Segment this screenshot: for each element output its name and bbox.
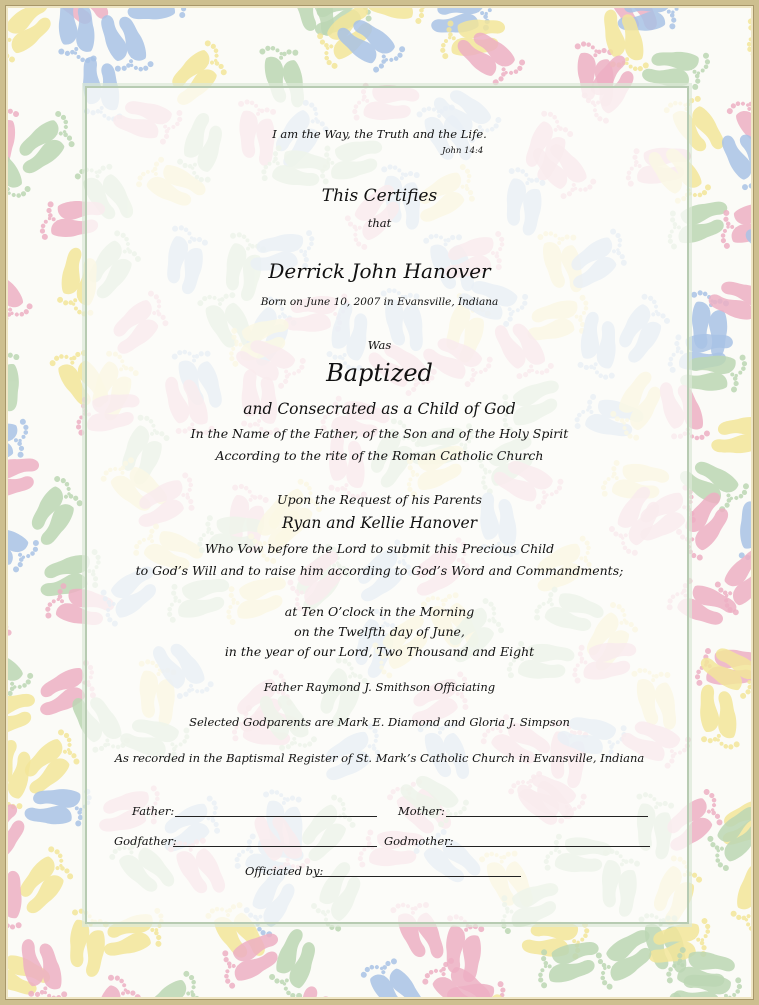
footprint-toe <box>670 13 675 18</box>
parents-names: Ryan and Kellie Hanover <box>281 514 478 532</box>
footprint-toe <box>7 37 13 43</box>
footprint-toe <box>632 66 637 71</box>
footprint-toe <box>668 967 673 972</box>
footprint-toe <box>77 309 82 314</box>
footprint-toe <box>704 64 709 69</box>
footprint-toe <box>746 41 752 47</box>
register-text: As recorded in the Baptismal Register of St. Mark’s Catholic Church in Evansville, Indiana <box>114 751 645 765</box>
footprint-toe <box>279 55 284 60</box>
footprint-toe <box>67 140 75 148</box>
footprint-toe <box>707 738 713 744</box>
mother-signature-line[interactable] <box>446 816 648 817</box>
footprint-toe <box>442 53 449 60</box>
footprint-toe <box>637 66 643 72</box>
footprint-toe <box>53 475 61 483</box>
footprint-toe <box>628 64 633 69</box>
footprint-toe <box>34 991 40 997</box>
footprint-toe <box>736 914 742 920</box>
footprint-toe <box>74 47 78 51</box>
footprint-toe <box>275 48 280 53</box>
footprint-toe <box>666 971 672 977</box>
footprint-toe <box>746 922 751 927</box>
footprint-toe <box>717 734 721 738</box>
footprint-toe <box>374 964 380 970</box>
ceremony-time: at Ten O’clock in the Morning <box>284 604 475 619</box>
footprint-toe <box>753 320 754 328</box>
footprint-toe <box>703 52 710 59</box>
footprint-toe <box>76 419 81 424</box>
footprint-toe <box>334 924 342 932</box>
footprint-pair-icon <box>5 5 63 65</box>
footprint-toe <box>723 242 730 249</box>
footprint-toe <box>728 744 734 750</box>
footprint-toe <box>381 969 387 975</box>
footprint-toe <box>705 929 710 934</box>
footprint-toe <box>715 853 721 859</box>
footprint-toe <box>540 955 546 961</box>
footprint-toe <box>723 744 728 749</box>
footprint-toe <box>274 978 281 985</box>
footprint-toe <box>122 983 127 988</box>
footprint-toe <box>66 486 72 492</box>
father-label: Father: <box>132 804 175 818</box>
footprint-toe <box>46 208 52 214</box>
footprint-toe <box>731 386 737 392</box>
footprint-toe <box>706 835 714 843</box>
footprint-toe <box>667 9 671 13</box>
trinity-text: In the Name of the Father, of the Son and of the Holy Spirit <box>190 426 569 441</box>
footprint-pair-icon <box>7 109 83 180</box>
footprint-toe <box>75 806 79 810</box>
footprint-toe <box>705 59 711 65</box>
footprint-toe <box>444 39 448 43</box>
footprint-pair-icon <box>85 972 145 1000</box>
footprint-toe <box>60 599 65 604</box>
footprint-toe <box>642 62 649 69</box>
footprint-toe <box>452 36 456 40</box>
footprint-toe <box>593 53 597 57</box>
footprint-pair-icon <box>738 981 754 1000</box>
footprint-toe <box>150 927 155 932</box>
footprint-toe <box>720 237 726 243</box>
footprint-toe <box>179 12 186 19</box>
footprint-toe <box>575 43 581 49</box>
godparents-text: Selected Godparents are Mark E. Diamond and Gloria J. Simpson <box>189 715 570 729</box>
vow-line-1: Who Vow before the Lord to submit this Precious Child <box>204 541 555 556</box>
footprint-toe <box>490 5 495 8</box>
that-text: that <box>367 216 392 230</box>
footprint-toe <box>703 934 708 939</box>
footprint-toe <box>711 802 717 808</box>
footprint-toe <box>586 42 591 47</box>
baptized-title: Baptized <box>326 359 433 387</box>
footprint-toe <box>606 964 612 970</box>
godmother-signature-line[interactable] <box>446 846 650 847</box>
footprint-sole <box>734 862 754 913</box>
footprint-toe <box>283 986 288 991</box>
footprint-toe <box>286 49 292 55</box>
footprint-toe <box>694 95 702 103</box>
father-signature-line[interactable] <box>175 816 377 817</box>
footprint-toe <box>719 742 723 746</box>
footprint-toe <box>666 977 673 984</box>
godmother-label: Godmother: <box>384 834 454 848</box>
footprint-toe <box>78 815 83 820</box>
footprint-toe <box>735 989 740 994</box>
footprint-toe <box>478 926 485 933</box>
footprint-toe <box>231 963 236 968</box>
footprint-toe <box>583 933 588 938</box>
footprint-toe <box>699 940 704 945</box>
footprint-toe <box>732 993 737 998</box>
request-text: Upon the Request of his Parents <box>277 492 482 507</box>
footprint-toe <box>701 945 707 951</box>
footprint-toe <box>508 70 514 76</box>
godfather-label: Godfather: <box>114 834 177 848</box>
footprint-toe <box>398 45 406 53</box>
footprint-pair-icon <box>5 861 25 930</box>
footprint-toe <box>225 969 230 974</box>
footprint-toe <box>5 790 8 795</box>
footprint-toe <box>133 65 138 70</box>
footprint-toe <box>295 992 303 1000</box>
ceremony-day: on the Twelfth day of June, <box>294 624 465 639</box>
footprint-toe <box>417 5 422 8</box>
footprint-toe <box>518 58 526 66</box>
footprint-toe <box>185 991 191 997</box>
footprint-toe <box>67 742 73 748</box>
footprint-toe <box>51 995 57 1000</box>
footprint-toe <box>696 937 701 942</box>
footprint-toe <box>669 23 676 30</box>
footprint-toe <box>47 993 52 998</box>
footprint-toe <box>433 968 439 974</box>
footprint-toe <box>157 923 162 928</box>
footprint-toe <box>61 991 68 998</box>
godfather-signature-line[interactable] <box>173 846 377 847</box>
was-text: Was <box>367 338 392 352</box>
footprint-toe <box>547 964 552 969</box>
footprint-toe <box>572 939 576 943</box>
footprint-toe <box>441 43 446 48</box>
footprint-toe <box>5 920 6 924</box>
footprint-sole <box>127 5 176 22</box>
scripture-verse: I am the Way, the Truth and the Life. <box>272 127 487 141</box>
footprint-toe <box>10 924 15 929</box>
footprint-toe <box>223 973 229 979</box>
footprint-toe <box>76 55 80 59</box>
footprint-toe <box>191 984 197 990</box>
footprint-toe <box>114 65 122 73</box>
mother-label: Mother: <box>398 804 445 818</box>
footprint-toe <box>584 928 589 933</box>
footprint-toe <box>128 59 133 64</box>
footprint-toe <box>19 418 26 425</box>
footprint-toe <box>500 987 505 992</box>
footprint-sole <box>365 5 415 21</box>
footprint-toe <box>13 111 20 118</box>
footprint-toe <box>181 6 187 12</box>
footprint-toe <box>706 809 712 815</box>
footprint-toe <box>5 947 7 955</box>
footprint-toe <box>581 41 587 47</box>
footprint-toe <box>5 923 10 928</box>
footprint-toe <box>42 234 48 240</box>
footprint-toe <box>740 101 746 107</box>
footprint-toe <box>418 12 424 18</box>
footprint-toe <box>580 937 584 941</box>
footprint-toe <box>715 818 723 826</box>
footprint-toe <box>735 977 742 984</box>
footprint-toe <box>698 290 703 295</box>
footprint-toe <box>292 49 299 56</box>
footprint-toe <box>26 672 34 680</box>
footprint-toe <box>282 51 287 56</box>
footprint-pair-icon <box>359 950 430 1000</box>
footprint-toe <box>742 482 750 490</box>
footprint-toe <box>259 48 266 55</box>
footprint-toe <box>421 977 429 985</box>
footprint-toe <box>625 57 630 62</box>
footprint-toe <box>733 741 740 748</box>
footprint-toe <box>58 858 64 864</box>
footprint-toe <box>440 47 446 53</box>
footprint-pair-icon <box>365 5 438 26</box>
certifies-heading: This Certifies <box>321 186 438 206</box>
footprint-toe <box>671 17 677 23</box>
footprint-toe <box>5 794 6 798</box>
child-name: Derrick John Hanover <box>268 259 491 283</box>
footprint-toe <box>538 972 544 978</box>
footprint-pair-icon <box>738 5 754 59</box>
footprint-toe <box>415 17 422 24</box>
footprint-toe <box>695 674 700 679</box>
footprint-toe <box>747 106 753 112</box>
footprint-toe <box>747 46 754 53</box>
footprint-toe <box>701 736 708 743</box>
footprint-toe <box>8 353 13 358</box>
footprint-toe <box>543 960 549 966</box>
footprint-toe <box>701 68 705 72</box>
footprint-toe <box>17 441 22 446</box>
footprint-sole <box>746 981 754 1000</box>
rite-text: According to the rite of the Roman Catholic Church <box>215 448 544 463</box>
consecrated-text: and Consecrated as a Child of God <box>243 400 516 418</box>
footprint-toe <box>65 51 70 56</box>
footprint-toe <box>58 48 64 54</box>
footprint-toe <box>538 977 544 983</box>
officiated-label: Officiated by: <box>245 864 324 878</box>
footprint-toe <box>425 5 430 8</box>
footprint-toe <box>78 908 84 914</box>
footprint-toe <box>155 940 162 947</box>
footprint-toe <box>270 46 275 51</box>
footprint-toe <box>600 970 606 976</box>
footprint-sole <box>5 870 23 918</box>
footprint-toe <box>15 922 21 928</box>
footprint-toe <box>677 5 682 7</box>
footprint-toe <box>221 949 229 957</box>
footprint-toe <box>601 48 607 54</box>
footprint-sole <box>142 976 191 1000</box>
footprint-toe <box>701 917 708 924</box>
vow-line-2: to God’s Will and to raise him according to God’s Word and Commandments; <box>135 563 624 578</box>
footprint-toe <box>464 928 468 932</box>
footprint-toe <box>736 984 742 990</box>
footprint-toe <box>591 45 595 49</box>
footprint-toe <box>497 981 503 987</box>
footprint-toe <box>14 312 20 318</box>
footprint-toe <box>56 995 62 1000</box>
officiant-signature-line[interactable] <box>316 876 521 877</box>
footprint-toe <box>746 914 751 919</box>
footprint-toe <box>5 798 8 803</box>
footprint-toe <box>720 233 726 239</box>
footprint-toe <box>483 14 488 19</box>
footprint-toe <box>692 70 696 74</box>
footprint-toe <box>488 8 492 12</box>
birth-details: Born on June 10, 2007 in Evansville, Indiana <box>260 296 499 308</box>
footprint-toe <box>39 990 45 996</box>
footprint-pair-icon <box>641 47 711 91</box>
footprint-toe <box>265 45 271 51</box>
footprint-toe <box>328 44 334 50</box>
footprint-toe <box>748 37 753 42</box>
footprint-toe <box>324 50 330 56</box>
officiant-text: Father Raymond J. Smithson Officiating <box>263 680 496 694</box>
footprint-toe <box>107 974 115 982</box>
footprint-pair-icon <box>125 5 195 24</box>
footprint-toe <box>220 68 228 76</box>
footprint-toe <box>540 982 547 989</box>
footprint-toe <box>730 910 737 917</box>
scripture-reference: John 14:4 <box>442 146 484 156</box>
footprint-toe <box>724 994 729 999</box>
footprint-toe <box>540 968 545 973</box>
footprint-toe <box>214 53 220 59</box>
footprint-toe <box>75 820 81 826</box>
footprint-toe <box>705 923 711 929</box>
footprint-toe <box>43 986 48 991</box>
footprint-toe <box>5 109 8 114</box>
footprint-toe <box>480 11 484 15</box>
footprint-toe <box>747 18 754 26</box>
footprint-toe <box>5 44 7 50</box>
footprint-toe <box>138 66 144 72</box>
footprint-toe <box>389 57 395 63</box>
footprint-pair-icon <box>134 969 210 1000</box>
footprint-pair-icon <box>727 861 754 936</box>
footprint-toe <box>47 845 55 853</box>
footprint-toe <box>7 108 13 114</box>
footprint-toe <box>696 670 701 675</box>
footprint-toe <box>692 84 699 91</box>
footprint-toe <box>80 57 85 62</box>
ceremony-year: in the year of our Lord, Two Thousand and Eight <box>224 644 535 659</box>
footprint-toe <box>390 957 398 965</box>
footprint-toe <box>695 78 701 84</box>
footprint-sole <box>5 816 30 864</box>
footprint-toe <box>674 7 678 11</box>
footprint-toe <box>473 924 479 930</box>
footprint-sole <box>24 805 72 825</box>
footprint-toe <box>72 909 79 916</box>
